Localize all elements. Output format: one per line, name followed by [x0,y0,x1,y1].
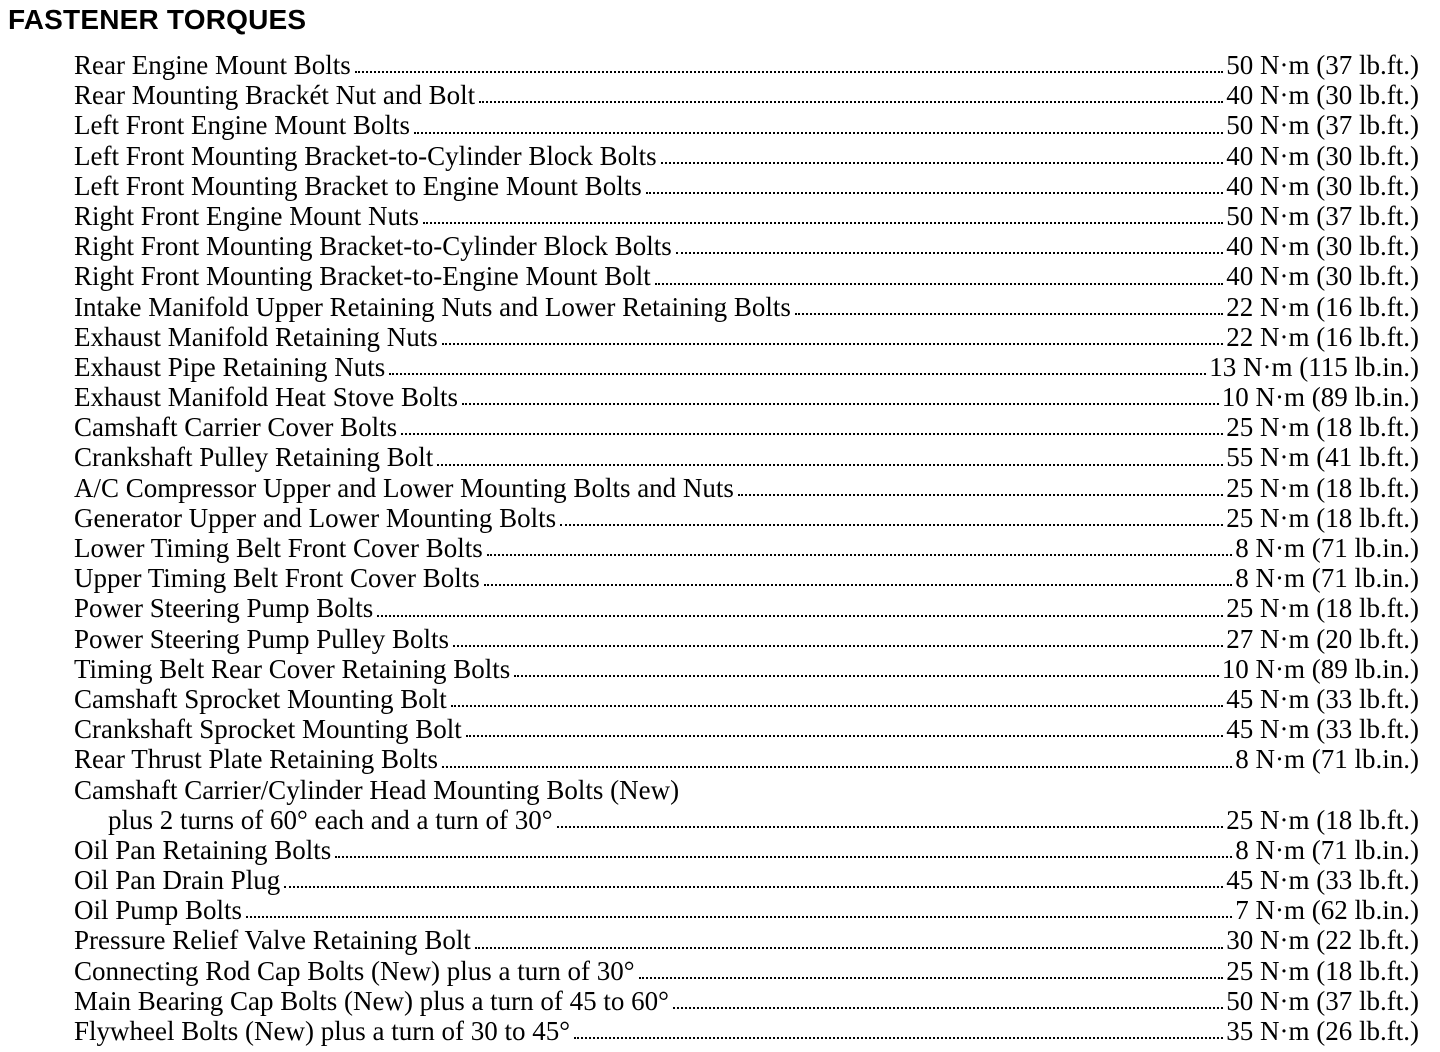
fastener-label: Camshaft Carrier Cover Bolts [74,412,398,443]
torque-row [74,473,1419,503]
dot-leader [639,956,1224,986]
torque-row [74,382,1419,412]
torque-row [74,865,1419,895]
fastener-label: Pressure Relief Valve Retaining Bolt [74,925,471,956]
torque-row [74,895,1419,925]
torque-value: 8 N·m (71 lb.in.) [1235,533,1419,563]
dot-leader [355,50,1224,80]
torque-value: 10 N·m (89 lb.in.) [1221,653,1419,684]
torque-value: 40 N·m (30 lb.ft.) [1226,170,1419,201]
torque-list [74,50,1419,1046]
fastener-label: Oil Pump Bolts [74,895,243,926]
fastener-label: Power Steering Pump Pulley Bolts [74,623,450,654]
torque-value: 22 N·m (16 lb.ft.) [1226,321,1419,352]
dot-leader [560,503,1223,533]
fastener-label: Timing Belt Rear Cover Retaining Bolts [74,653,511,684]
torque-value: 25 N·m (18 lb.ft.) [1226,593,1419,624]
dot-leader [574,1016,1223,1046]
torque-row [74,563,1419,593]
torque-value: 50 N·m (37 lb.ft.) [1226,110,1419,141]
torque-row [74,593,1419,623]
dot-leader [401,412,1223,442]
torque-row [74,986,1419,1016]
dot-leader [738,473,1223,503]
torque-value: 50 N·m (37 lb.ft.) [1226,200,1419,231]
torque-value: 40 N·m (30 lb.ft.) [1226,261,1419,292]
torque-row [74,925,1419,955]
fastener-label: Lower Timing Belt Front Cover Bolts [74,533,483,563]
dot-leader [484,563,1232,593]
torque-value: 45 N·m (33 lb.ft.) [1226,683,1419,714]
dot-leader [437,442,1223,472]
torque-row [74,956,1419,986]
torque-value: 35 N·m (26 lb.ft.) [1226,1016,1419,1046]
dot-leader [451,684,1224,714]
torque-row [74,352,1419,382]
torque-row [74,684,1419,714]
dot-leader [514,654,1219,684]
fastener-label: Main Bearing Cap Bolts (New) plus a turn of 45 to 60° [74,985,669,1016]
torque-value: 7 N·m (62 lb.in.) [1235,895,1419,926]
torque-value: 25 N·m (18 lb.ft.) [1226,804,1419,835]
torque-value: 25 N·m (18 lb.ft.) [1226,412,1419,443]
fastener-label: Rear Thrust Plate Retaining Bolts [74,744,438,775]
torque-row-heading [74,775,1419,805]
torque-row [74,624,1419,654]
torque-value: 50 N·m (37 lb.ft.) [1226,50,1419,80]
torque-value: 13 N·m (115 lb.in.) [1209,351,1419,382]
page-title: FASTENER TORQUES [8,4,307,35]
torque-value: 8 N·m (71 lb.in.) [1235,834,1419,865]
fastener-label: Right Front Engine Mount Nuts [74,200,420,231]
dot-leader [453,624,1223,654]
fastener-label: Right Front Mounting Bracket-to-Cylinder Block Bolts [74,231,672,262]
torque-row-continuation [74,805,1419,835]
torque-value: 55 N·m (41 lb.ft.) [1226,442,1419,473]
torque-row [74,80,1419,110]
torque-row [74,714,1419,744]
dot-leader [479,80,1223,110]
torque-value: 50 N·m (37 lb.ft.) [1226,985,1419,1016]
fastener-label: Exhaust Manifold Heat Stove Bolts [74,382,458,413]
torque-value: 10 N·m (89 lb.in.) [1221,382,1419,413]
fastener-label: Crankshaft Pulley Retaining Bolt [74,442,434,473]
torque-row [74,835,1419,865]
fastener-label: Power Steering Pump Bolts [74,593,374,624]
torque-row [74,141,1419,171]
fastener-label: Right Front Mounting Bracket-to-Engine Mount Bolt [74,261,651,292]
torque-value: 30 N·m (22 lb.ft.) [1226,925,1419,956]
dot-leader [462,382,1219,412]
dot-leader [377,593,1223,623]
torque-row [74,110,1419,140]
torque-row [74,503,1419,533]
torque-row [74,442,1419,472]
dot-leader [661,141,1224,171]
torque-row [74,292,1419,322]
torque-row [74,201,1419,231]
torque-value: 40 N·m (30 lb.ft.) [1226,80,1419,111]
torque-row [74,412,1419,442]
dot-leader [284,865,1223,895]
dot-leader [389,352,1206,382]
torque-value: 8 N·m (71 lb.in.) [1235,744,1419,775]
dot-leader [246,895,1232,925]
fastener-label: Left Front Mounting Bracket-to-Cylinder Block Bolts [74,140,657,171]
dot-leader [673,986,1223,1016]
dot-leader [557,805,1224,835]
torque-value: 40 N·m (30 lb.ft.) [1226,140,1419,171]
torque-value: 40 N·m (30 lb.ft.) [1226,231,1419,262]
fastener-label: Generator Upper and Lower Mounting Bolts [74,502,557,533]
fastener-label: Connecting Rod Cap Bolts (New) plus a turn of 30° [74,955,635,986]
torque-value: 45 N·m (33 lb.ft.) [1226,714,1419,745]
dot-leader [423,201,1223,231]
fastener-label: Oil Pan Drain Plug [74,865,281,896]
fastener-label: Intake Manifold Upper Retaining Nuts and Lower Retaining Bolts [74,291,791,322]
torque-value: 25 N·m (18 lb.ft.) [1226,502,1419,533]
fastener-label: Exhaust Pipe Retaining Nuts [74,351,386,382]
fastener-label: Upper Timing Belt Front Cover Bolts [74,563,480,594]
dot-leader [466,714,1224,744]
torque-row [74,261,1419,291]
fastener-label: Camshaft Carrier/Cylinder Head Mounting Bolts (New) [74,774,680,805]
fastener-label: plus 2 turns of 60° each and a turn of 30° [108,804,553,835]
dot-leader [442,322,1224,352]
dot-leader [655,261,1224,291]
dot-leader [414,110,1223,140]
torque-value: 45 N·m (33 lb.ft.) [1226,865,1419,896]
dot-leader [442,744,1232,774]
fastener-label: Oil Pan Retaining Bolts [74,834,332,865]
fastener-label: Left Front Mounting Bracket to Engine Mount Bolts [74,170,642,201]
torque-row [74,533,1419,563]
torque-row [74,231,1419,261]
dot-leader [487,533,1232,563]
torque-row [74,744,1419,774]
fastener-label: Exhaust Manifold Retaining Nuts [74,321,438,352]
torque-value: 8 N·m (71 lb.in.) [1235,563,1419,594]
fastener-label: Left Front Engine Mount Bolts [74,110,410,141]
torque-value: 25 N·m (18 lb.ft.) [1226,955,1419,986]
torque-row [74,1016,1419,1046]
fastener-label: Flywheel Bolts (New) plus a turn of 30 to 45° [74,1016,570,1046]
torque-row [74,322,1419,352]
torque-row [74,50,1419,80]
fastener-label: Camshaft Sprocket Mounting Bolt [74,683,447,714]
torque-value: 25 N·m (18 lb.ft.) [1226,472,1419,503]
torque-value: 22 N·m (16 lb.ft.) [1226,291,1419,322]
dot-leader [335,835,1232,865]
dot-leader [475,925,1223,955]
fastener-label: Rear Engine Mount Bolts [74,50,351,80]
torque-row [74,171,1419,201]
torque-value: 27 N·m (20 lb.ft.) [1226,623,1419,654]
dot-leader [676,231,1224,261]
fastener-label: Rear Mounting Brackét Nut and Bolt [74,80,476,111]
torque-row [74,654,1419,684]
dot-leader [795,292,1223,322]
dot-leader [646,171,1224,201]
fastener-label: A/C Compressor Upper and Lower Mounting Bolts and Nuts [74,472,734,503]
fastener-label: Crankshaft Sprocket Mounting Bolt [74,714,462,745]
